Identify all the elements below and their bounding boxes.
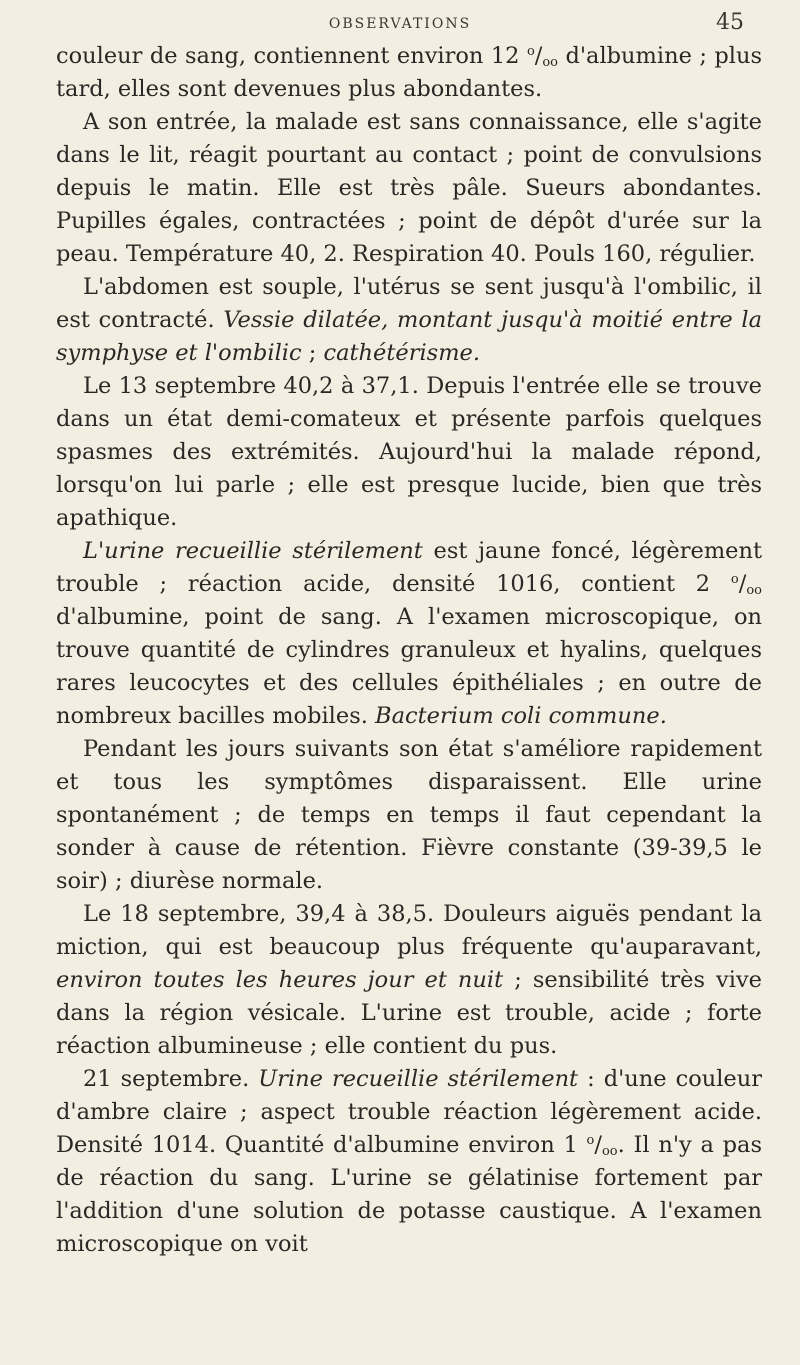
text-run: . Il n'y a pas de réaction du sang. L'urine se gélatinise fortement par l'addition d'une solution de potasse caustique. A l'examen microscopique on voit xyxy=(56,1132,762,1257)
page-number: 45 xyxy=(716,10,744,35)
fraction-mark: oo xyxy=(601,1144,618,1159)
body-text xyxy=(56,40,762,1261)
paragraph xyxy=(56,370,762,535)
paragraph xyxy=(56,535,762,733)
italic-text: Bacterium coli commune. xyxy=(375,703,667,729)
text-run: A son entrée, la malade est sans connaissance, elle s'agite dans le lit, réagit pourtant au contact ; point de convulsions depuis le matin. Elle est très pâle. Sueurs abondantes. Pupilles égales, contractées ; point de dépôt d'urée sur la peau. Température 40, 2. Respiration 40. Pouls 160, régulier. xyxy=(56,109,762,267)
italic-text: Vessie dilatée, montant jusqu'à moitié entre la symphyse et l'ombilic xyxy=(56,307,762,366)
text-run: Le 13 septembre 40,2 à 37,1. Depuis l'entrée elle se trouve dans un état demi-comateux et présente parfois quelques spasmes des extrémités. Aujourd'hui la malade répond, lorsqu'on lui parle ; elle est presque lucide, bien que très apathique. xyxy=(56,373,762,531)
fraction-mark: o xyxy=(730,572,739,587)
paragraph xyxy=(56,40,762,106)
paragraph xyxy=(56,733,762,898)
text-run: ; sensibilité très vive dans la région vésicale. L'urine est trouble, acide ; forte réaction albumineuse ; elle contient du pus. xyxy=(56,967,762,1059)
text-run: Pendant les jours suivants son état s'améliore rapidement et tous les symptômes disparaissent. Elle urine spontanément ; de temps en temps il faut cependant la sonder à cause de rétention. Fièvre constante (39-39,5 le soir) ; diurèse normale. xyxy=(56,736,762,894)
italic-text: cathétérisme. xyxy=(323,340,480,366)
fraction-mark: oo xyxy=(746,583,762,598)
fraction-mark: oo xyxy=(542,55,559,70)
text-run: d'albumine ; plus tard, elles sont devenues plus abondantes. xyxy=(56,43,762,102)
fraction-mark: o xyxy=(526,44,535,59)
paragraph xyxy=(56,898,762,1063)
text-run: Le 18 septembre, 39,4 à 38,5. Douleurs aiguës pendant la miction, qui est beaucoup plus fréquente qu'auparavant, xyxy=(56,901,762,960)
text-run: est jaune foncé, légèrement trouble ; réaction acide, densité 1016, contient 2 xyxy=(56,538,763,597)
text-run: 21 septembre. xyxy=(83,1066,259,1092)
text-run: couleur de sang, contiennent environ 12 xyxy=(56,43,527,69)
text-run: / xyxy=(594,1132,602,1158)
paragraph xyxy=(56,271,762,370)
page-header xyxy=(0,10,800,40)
text-run: ; xyxy=(301,340,324,366)
italic-text: Urine recueillie stérilement xyxy=(258,1066,579,1092)
italic-text: L'urine recueillie stérilement xyxy=(83,538,423,564)
paragraph xyxy=(56,1063,762,1261)
paragraph xyxy=(56,106,762,271)
text-run: / xyxy=(534,43,543,69)
fraction-mark: o xyxy=(586,1133,595,1148)
text-run: / xyxy=(738,571,747,597)
text-run: d'albumine, point de sang. A l'examen microscopique, on trouve quantité de cylindres granuleux et hyalins, quelques rares leucocytes et des cellules épithéliales ; en outre de nombreux bacilles mobiles. xyxy=(56,604,762,729)
text-run: : d'une couleur d'ambre claire ; aspect trouble réaction légèrement acide. Densité 1014. Quantité d'albumine environ 1 xyxy=(56,1066,762,1158)
italic-text: environ toutes les heures jour et nuit xyxy=(56,967,504,993)
text-run: L'abdomen est souple, l'utérus se sent jusqu'à l'ombilic, il est contracté. xyxy=(56,274,762,333)
running-title: OBSERVATIONS xyxy=(328,16,472,32)
